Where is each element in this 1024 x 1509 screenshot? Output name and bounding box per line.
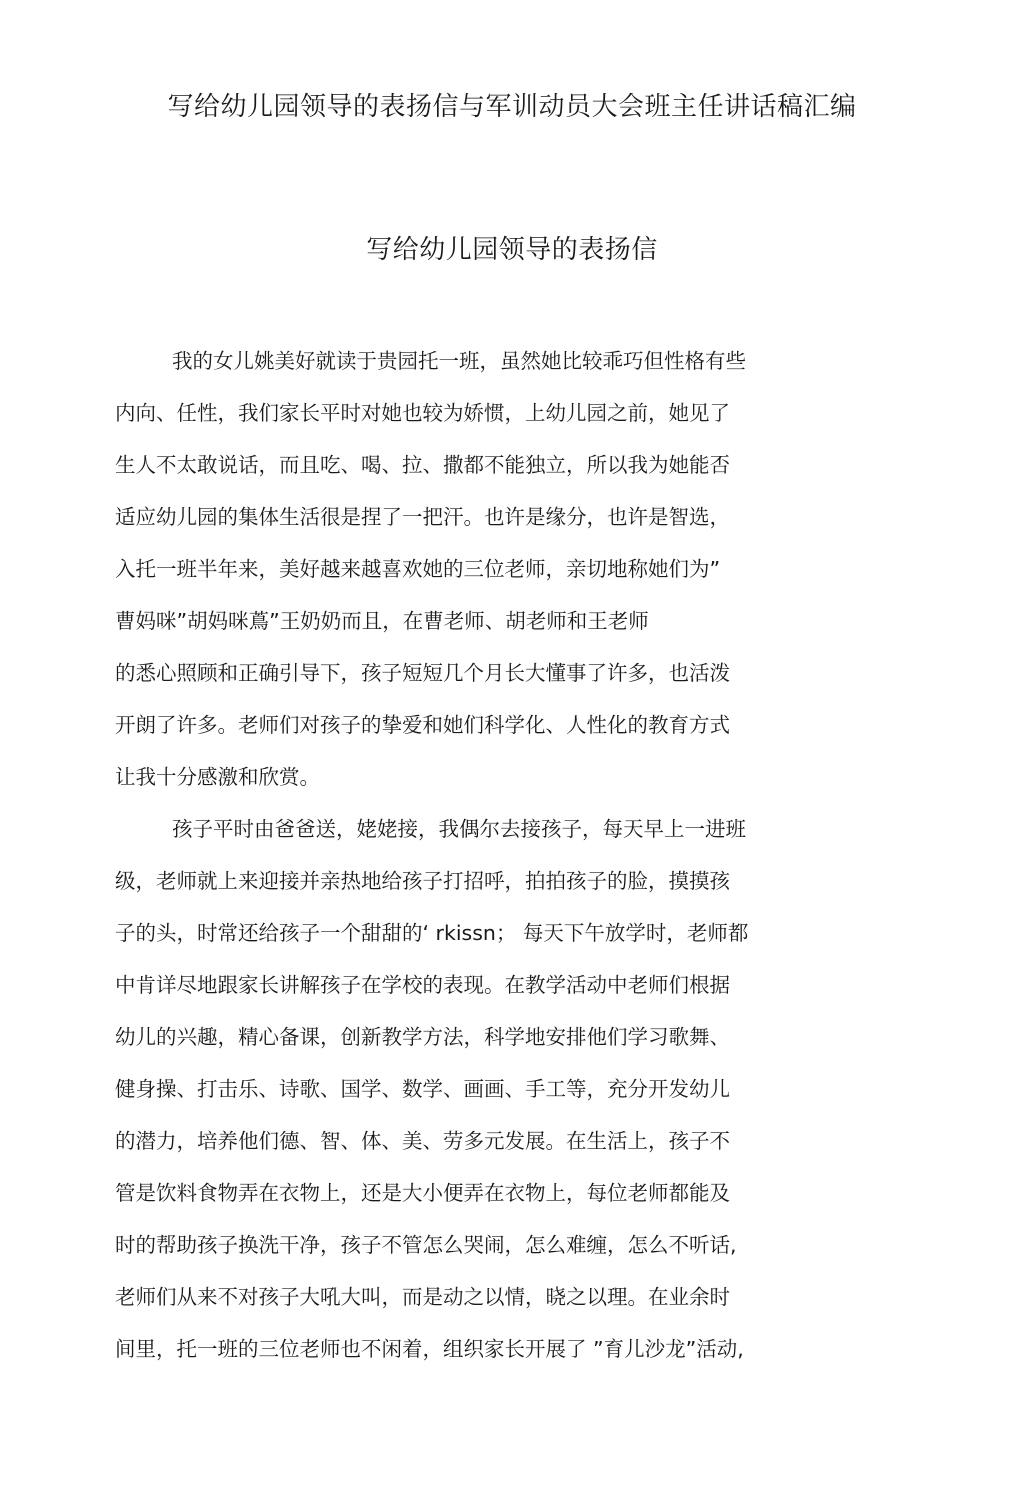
body-line: 级，老师就上来迎接并亲热地给孩子打招呼，拍拍孩子的脸，摸摸孩 bbox=[115, 869, 730, 893]
body-line: 管是饮料食物弄在衣物上，还是大小便弄在衣物上，每位老师都能及 bbox=[115, 1181, 730, 1205]
body-line: 的潜力，培养他们德、智、体、美、劳多元发展。在生活上，孩子不 bbox=[115, 1129, 730, 1153]
body-line: 健身操、打击乐、诗歌、国学、数学、画画、手工等，充分开发幼儿 bbox=[115, 1077, 730, 1101]
body-line: 时的帮助孩子换洗干净，孩子不管怎么哭闹，怎么难缠，怎么不听话, bbox=[115, 1233, 737, 1257]
section-title: 写给幼儿园领导的表扬信 bbox=[366, 235, 658, 265]
body-line: 内向、任性，我们家长平时对她也较为娇惯，上幼儿园之前，她见了 bbox=[115, 401, 730, 425]
body-line: 子的头，时常还给孩子一个甜甜的‘ rkissn； 每天下午放学时，老师都 bbox=[115, 921, 749, 945]
body-line: 入托一班半年来，美好越来越喜欢她的三位老师，亲切地称她们为” bbox=[115, 557, 721, 581]
body-line: 曹妈咪”胡妈咪蔦”王奶奶而且，在曹老师、胡老师和王老师 bbox=[115, 609, 649, 633]
body-line: 间里，托一班的三位老师也不闲着，组织家长开展了 ”育儿沙龙”活动, bbox=[115, 1337, 744, 1361]
body-line: 我的女儿姚美好就读于贵园托一班，虽然她比较乖巧但性格有些 bbox=[172, 349, 746, 373]
body-line: 生人不太敢说话，而且吃、喝、拉、撒都不能独立，所以我为她能否 bbox=[115, 453, 730, 477]
body-line: 幼儿的兴趣，精心备课，创新教学方法，科学地安排他们学习歌舞、 bbox=[115, 1025, 730, 1049]
body-line: 中肯详尽地跟家长讲解孩子在学校的表现。在教学活动中老师们根据 bbox=[115, 973, 730, 997]
body-line: 适应幼儿园的集体生活很是捏了一把汗。也许是缘分，也许是智选， bbox=[115, 505, 730, 529]
body-line: 让我十分感激和欣赏。 bbox=[115, 765, 320, 789]
body-line: 开朗了许多。老师们对孩子的挚爱和她们科学化、人性化的教育方式 bbox=[115, 713, 730, 737]
body-line: 孩子平时由爸爸送，姥姥接，我偶尔去接孩子，每天早上一进班 bbox=[172, 817, 746, 841]
document-title: 写给幼儿园领导的表扬信与军训动员大会班主任讲话稿汇编 bbox=[167, 92, 857, 122]
body-line: 的悉心照顾和正确引导下，孩子短短几个月长大懂事了许多，也活泼 bbox=[115, 661, 730, 685]
body-line: 老师们从来不对孩子大吼大叫，而是动之以情，晓之以理。在业余时 bbox=[115, 1285, 730, 1309]
